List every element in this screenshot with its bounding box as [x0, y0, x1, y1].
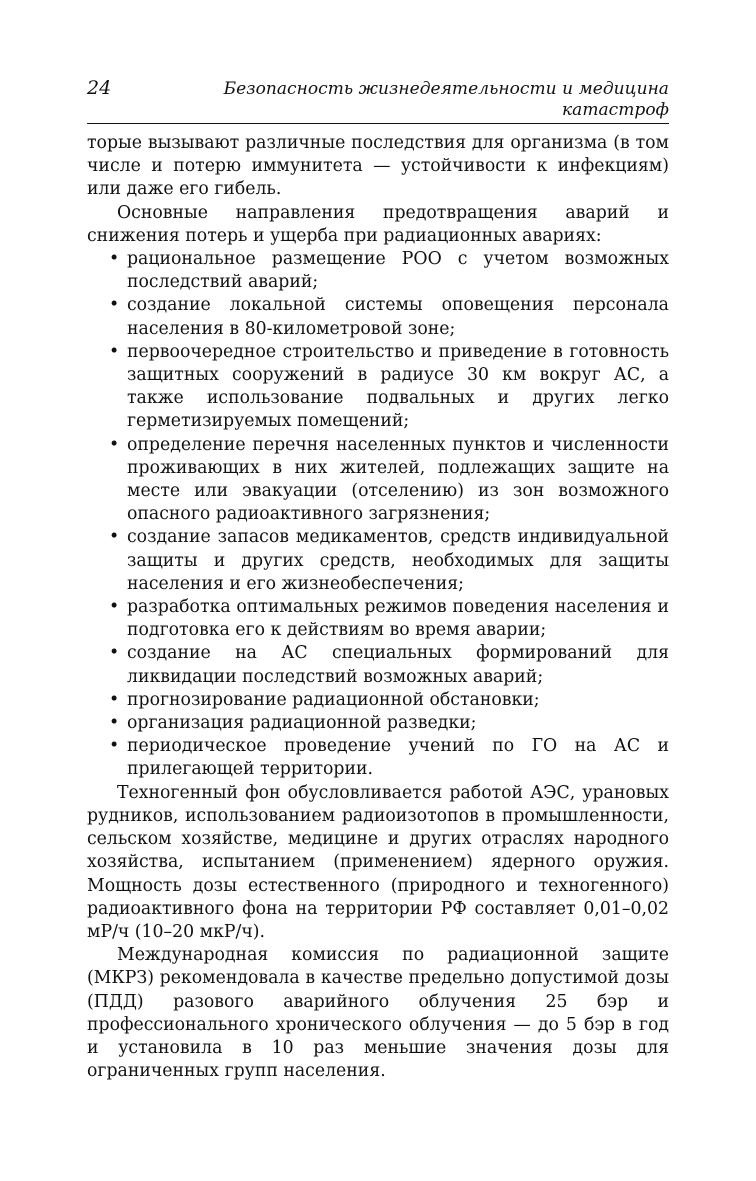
list-item: [87, 248, 669, 294]
bullet-icon: •: [109, 597, 120, 618]
paragraph-continuation: торые вызывают различные последствия для организма (в том числе и потерю иммунитета — устойчивости к инфекциям) или даже его гибель.: [87, 133, 669, 200]
bullet-icon: •: [109, 527, 120, 548]
bullet-icon: •: [109, 295, 120, 316]
list-item-text: определение перечня населенных пунктов и численности проживающих в них жителей, подлежащих защите на месте или эвакуации (отселению) из зон возможного опасного радиоактивного загрязнения;: [127, 434, 669, 525]
running-header: [87, 78, 669, 124]
running-title: Безопасность жизнедеятельности и медицина катастроф: [223, 79, 669, 120]
list-item: [87, 689, 669, 712]
list-item: [87, 735, 669, 781]
list-item: [87, 526, 669, 596]
list-item-text: организация радиационной разведки;: [127, 713, 477, 734]
list-item: [87, 294, 669, 340]
list-item-text: создание запасов медикаментов, средств индивидуальной защиты и других средств, необходимых для защиты населения и его жизнеобеспечения;: [127, 527, 669, 594]
page-number: 24: [87, 77, 112, 99]
list-item: [87, 596, 669, 642]
list-item: [87, 434, 669, 527]
list-item-text: разработка оптимальных режимов поведения населения и подготовка его к действиям во время аварии;: [127, 597, 669, 641]
list-item-text: создание локальной системы оповещения персонала населения в 80-километровой зоне;: [127, 295, 669, 339]
list-item-text: рациональное размещение РОО с учетом возможных последствий аварий;: [127, 249, 669, 293]
bullet-icon: •: [109, 689, 120, 710]
bullet-icon: •: [109, 341, 120, 362]
book-page: [87, 78, 669, 1083]
paragraph-directions-intro: Основные направления предотвращения аварий и снижения потерь и ущерба при радиационных авариях:: [87, 202, 669, 246]
list-item: [87, 712, 669, 735]
list-item: [87, 642, 669, 688]
list-item-text: первоочередное строительство и приведение в готовность защитных сооружений в радиусе 30 км вокруг АС, а также использование подвальных и других легко герметизируемых помещений;: [127, 341, 669, 432]
list-item-text: прогнозирование радиационной обстановки;: [127, 689, 540, 710]
paragraph-technogenic-background: Техногенный фон обусловливается работой АЭС, урановых рудников, использованием радиоизотопов в промышленности, сельском хозяйстве, медицине и других отраслях народного хозяйства, испытанием (применением) ядерного оружия. Мощность дозы естественного (природного и техногенного) радиоактивного фона на территории РФ составляет 0,01–0,02 мР/ч (10–20 мкР/ч).: [87, 782, 669, 942]
body-text: [87, 132, 669, 1083]
list-item-text: создание на АС специальных формирований для ликвидации последствий возможных аварий;: [127, 643, 669, 687]
bullet-list: [87, 248, 669, 782]
bullet-icon: •: [109, 643, 120, 664]
bullet-icon: •: [109, 434, 120, 455]
list-item-text: периодическое проведение учений по ГО на АС и прилегающей территории.: [127, 736, 669, 780]
bullet-icon: •: [109, 249, 120, 270]
bullet-icon: •: [109, 736, 120, 757]
paragraph-icrp-recommendation: Международная комиссия по радиационной защите (МКРЗ) рекомендовала в качестве предельно допустимой дозы (ПДД) разового аварийного облучения 25 бэр и профессионального хронического облучения — до 5 бэр в год и установила в 10 раз меньшие значения дозы для ограниченных групп населения.: [87, 945, 669, 1082]
bullet-icon: •: [109, 713, 120, 734]
list-item: [87, 341, 669, 434]
